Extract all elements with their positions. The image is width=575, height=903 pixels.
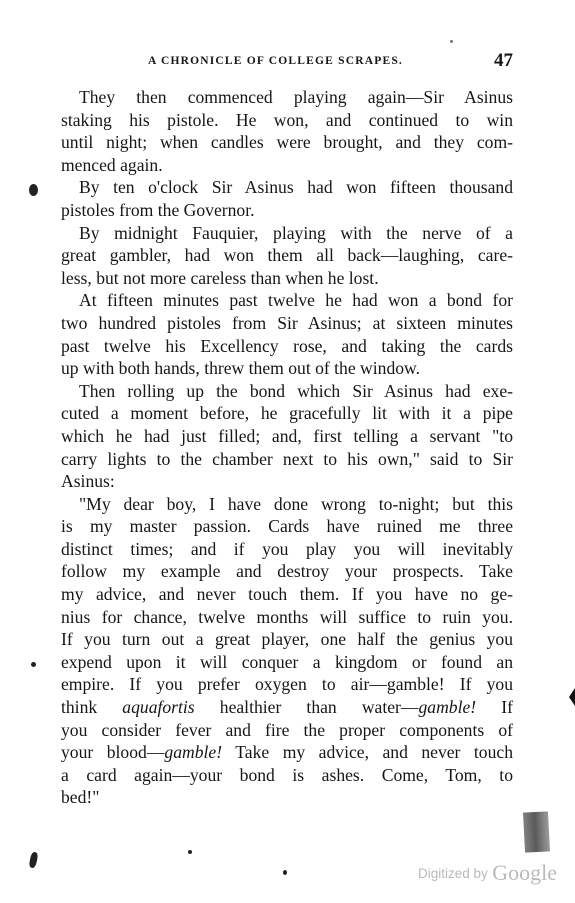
text-fragment: think bbox=[61, 697, 98, 718]
text-line: which he had just filled; and, first telling a servant "to bbox=[61, 425, 513, 446]
text-line: two hundred pistoles from Sir Asinus; at sixteen minutes bbox=[61, 312, 513, 333]
text-line: until night; when candles were brought, and they com- bbox=[61, 132, 513, 153]
text-line-with-italics bbox=[61, 741, 513, 764]
italic-fragment: aquafortis bbox=[122, 697, 195, 718]
italic-fragment: gamble! bbox=[418, 697, 477, 718]
scan-smudge bbox=[523, 811, 550, 852]
text-line-with-italics bbox=[61, 696, 513, 719]
text-line: menced again. bbox=[61, 154, 163, 175]
margin-ink-blot bbox=[29, 184, 38, 196]
text-line: "My dear boy, I have done wrong to-night; but this bbox=[79, 493, 513, 514]
text-line: bed!" bbox=[61, 787, 100, 808]
text-line: up with both hands, threw them out of the window. bbox=[61, 358, 420, 379]
text-line: carry lights to the chamber next to his own," said to Sir bbox=[61, 448, 513, 469]
text-line: a card again—your bond is ashes. Come, Tom, to bbox=[61, 764, 513, 785]
text-line: By ten o'clock Sir Asinus had won fifteen thousand bbox=[79, 177, 513, 198]
text-line: By midnight Fauquier, playing with the nerve of a bbox=[79, 222, 513, 243]
margin-ink-blot bbox=[188, 850, 192, 854]
text-line: They then commenced playing again—Sir Asinus bbox=[79, 87, 513, 107]
page-edge-mark bbox=[569, 688, 575, 706]
running-title: A CHRONICLE OF COLLEGE SCRAPES. bbox=[148, 55, 403, 67]
running-head bbox=[60, 50, 513, 74]
text-fragment: healthier than water— bbox=[219, 697, 419, 718]
text-line: distinct times; and if you play you will inevitably bbox=[61, 538, 513, 559]
text-line: If you turn out a great player, one half the genius you bbox=[61, 629, 513, 650]
text-line: is my master passion. Cards have ruined me three bbox=[61, 516, 513, 537]
text-line: staking his pistole. He won, and continued to win bbox=[61, 109, 513, 130]
text-line: Then rolling up the bond which Sir Asinus had exe- bbox=[79, 380, 513, 401]
text-line: At fifteen minutes past twelve he had won a bond for bbox=[79, 290, 513, 311]
margin-ink-blot bbox=[283, 870, 287, 875]
watermark-brand: Google bbox=[492, 860, 557, 885]
text-line: empire. If you prefer oxygen to air—gamble! If you bbox=[61, 674, 513, 695]
text-line: expend upon it will conquer a kingdom or found an bbox=[61, 651, 513, 672]
text-fragment: Take my advice, and never touch bbox=[235, 742, 513, 763]
margin-ink-blot bbox=[28, 851, 38, 868]
body-text bbox=[61, 86, 513, 809]
text-line: past twelve his Excellency rose, and taking the cards bbox=[61, 335, 513, 356]
text-fragment: your blood— bbox=[61, 742, 165, 763]
page-number: 47 bbox=[494, 50, 513, 71]
italic-fragment: gamble! bbox=[164, 742, 223, 763]
watermark-prefix: Digitized by bbox=[418, 866, 488, 881]
text-line: follow my example and destroy your prospects. Take bbox=[61, 561, 513, 582]
text-line: pistoles from the Governor. bbox=[61, 199, 255, 220]
text-line: my advice, and never touch them. If you have no ge- bbox=[61, 584, 513, 605]
text-line: great gambler, had won them all back—laughing, care- bbox=[61, 245, 513, 266]
text-line: cuted a moment before, he gracefully lit with it a pipe bbox=[61, 403, 513, 424]
digitized-watermark bbox=[418, 860, 557, 886]
text-line: you consider fever and fire the proper components of bbox=[61, 719, 513, 740]
text-fragment: If bbox=[501, 697, 513, 718]
text-line: nius for chance, twelve months will suffice to ruin you. bbox=[61, 606, 513, 627]
text-line: less, but not more careless than when he lost. bbox=[61, 267, 379, 288]
text-line: Asinus: bbox=[61, 471, 115, 492]
margin-ink-blot bbox=[31, 662, 36, 667]
margin-ink-blot bbox=[450, 40, 453, 43]
